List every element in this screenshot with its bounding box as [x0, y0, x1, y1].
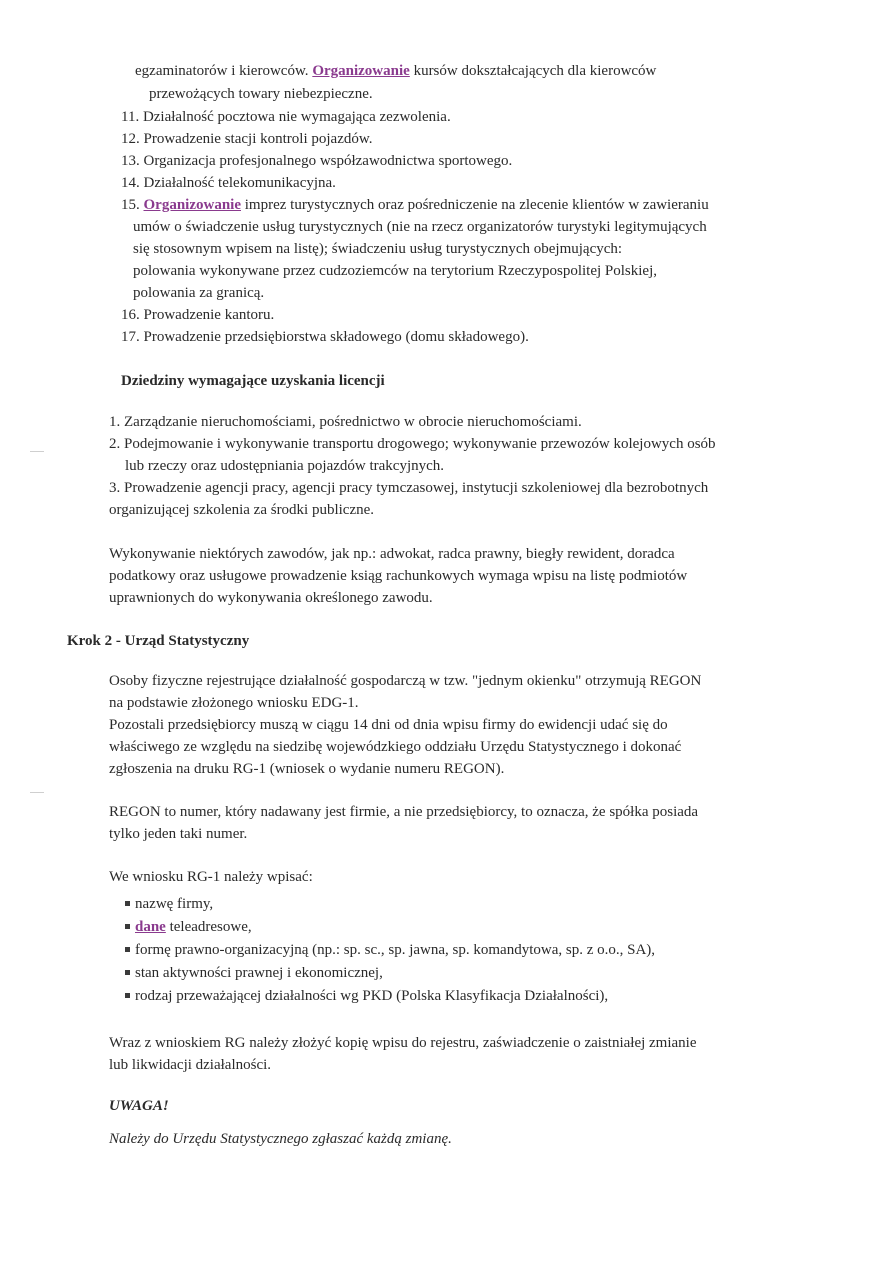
- paragraph-line: właściwego ze względu na siedzibę wojewódzkiego oddziału Urzędu Statystycznego i dokonać: [109, 739, 682, 755]
- list-item: 16. Prowadzenie kantoru.: [121, 307, 275, 323]
- paragraph-line: REGON to numer, który nadawany jest firmie, a nie przedsiębiorcy, to oznacza, że spółka posiada: [109, 804, 699, 820]
- list-number: 15.: [121, 197, 144, 213]
- list-item: 14. Działalność telekomunikacyjna.: [121, 175, 336, 191]
- paragraph-line: Wykonywanie niektórych zawodów, jak np.: adwokat, radca prawny, biegły rewident, doradca: [109, 546, 675, 562]
- paragraph-line: We wniosku RG-1 należy wpisać:: [109, 869, 313, 885]
- bullet-icon: [125, 947, 130, 952]
- paragraph-line: Osoby fizyczne rejestrujące działalność gospodarczą w tzw. "jednym okienku" otrzymują REGON: [109, 673, 702, 689]
- list-item: 11. Działalność pocztowa nie wymagająca zezwolenia.: [121, 109, 451, 125]
- bullet-icon: [125, 924, 130, 929]
- bullet-icon: [125, 970, 130, 975]
- paragraph-line: uprawnionych do wykonywania określonego zawodu.: [109, 590, 433, 606]
- bullet-item: [125, 941, 655, 959]
- list-item: [121, 196, 709, 214]
- list-item-line: organizującej szkolenia za środki publiczne.: [109, 502, 375, 518]
- list-item: 12. Prowadzenie stacji kontroli pojazdów.: [121, 131, 373, 147]
- list-item: 17. Prowadzenie przedsiębiorstwa składowego (domu składowego).: [121, 329, 529, 345]
- bullet-text: teleadresowe,: [165, 919, 252, 935]
- bullet-item: [125, 987, 608, 1005]
- paragraph-line: Pozostali przedsiębiorcy muszą w ciągu 14 dni od dnia wpisu firmy do ewidencji udać się do: [109, 717, 668, 733]
- bullet-text: nazwę firmy,: [135, 896, 214, 912]
- step-heading: Krok 2 - Urząd Statystyczny: [67, 633, 250, 649]
- text: egzaminatorów i kierowców.: [135, 63, 313, 79]
- list-item-line: umów o świadczenie usług turystycznych (nie na rzecz organizatorów turystyki legitymujących: [133, 219, 707, 235]
- keyword-link[interactable]: Organizowanie: [312, 63, 410, 79]
- bullet-icon: [125, 901, 130, 906]
- section-heading: Dziedziny wymagające uzyskania licencji: [121, 373, 385, 389]
- scan-mark: [30, 451, 44, 452]
- list-continuation-line: przewożących towary niebezpieczne.: [149, 86, 373, 102]
- list-item: 2. Podejmowanie i wykonywanie transportu drogowego; wykonywanie przewozów kolejowych osób: [109, 436, 716, 452]
- warning-text: Należy do Urzędu Statystycznego zgłaszać każdą zmianę.: [109, 1131, 452, 1147]
- list-item: 1. Zarządzanie nieruchomościami, pośrednictwo w obrocie nieruchomościami.: [109, 414, 582, 430]
- keyword-link[interactable]: dane: [135, 919, 166, 935]
- paragraph-line: na podstawie złożonego wniosku EDG-1.: [109, 695, 359, 711]
- list-continuation-line: [135, 62, 656, 80]
- bullet-text: stan aktywności prawnej i ekonomicznej,: [135, 965, 383, 981]
- bullet-text: rodzaj przeważającej działalności wg PKD (Polska Klasyfikacja Działalności),: [135, 988, 609, 1004]
- paragraph-line: lub likwidacji działalności.: [109, 1057, 272, 1073]
- list-item-line: się stosownym wpisem na listę); świadczeniu usług turystycznych obejmujących:: [133, 241, 623, 257]
- bullet-item: [125, 964, 383, 982]
- warning-title: UWAGA!: [109, 1098, 169, 1114]
- list-item-line: lub rzeczy oraz udostępniania pojazdów trakcyjnych.: [125, 458, 445, 474]
- paragraph-line: Wraz z wnioskiem RG należy złożyć kopię wpisu do rejestru, zaświadczenie o zaistniałej zmianie: [109, 1035, 697, 1051]
- paragraph-line: tylko jeden taki numer.: [109, 826, 248, 842]
- text: kursów dokształcających dla kierowców: [409, 63, 657, 79]
- bullet-item: [125, 895, 213, 913]
- list-item-line: polowania za granicą.: [133, 285, 265, 301]
- scan-mark: [30, 792, 44, 793]
- list-item: 13. Organizacja profesjonalnego współzawodnictwa sportowego.: [121, 153, 513, 169]
- keyword-link[interactable]: Organizowanie: [143, 197, 241, 213]
- bullet-icon: [125, 993, 130, 998]
- text: imprez turystycznych oraz pośredniczenie na zlecenie klientów w zawieraniu: [241, 197, 709, 213]
- bullet-item: [125, 918, 252, 936]
- list-item: 3. Prowadzenie agencji pracy, agencji pracy tymczasowej, instytucji szkoleniowej dla bezrobotnych: [109, 480, 709, 496]
- bullet-text: formę prawno-organizacyjną (np.: sp. sc., sp. jawna, sp. komandytowa, sp. z o.o., SA),: [135, 942, 656, 958]
- list-item-line: polowania wykonywane przez cudzoziemców na terytorium Rzeczypospolitej Polskiej,: [133, 263, 658, 279]
- paragraph-line: zgłoszenia na druku RG-1 (wniosek o wydanie numeru REGON).: [109, 761, 505, 777]
- paragraph-line: podatkowy oraz usługowe prowadzenie ksiąg rachunkowych wymaga wpisu na listę podmiotów: [109, 568, 688, 584]
